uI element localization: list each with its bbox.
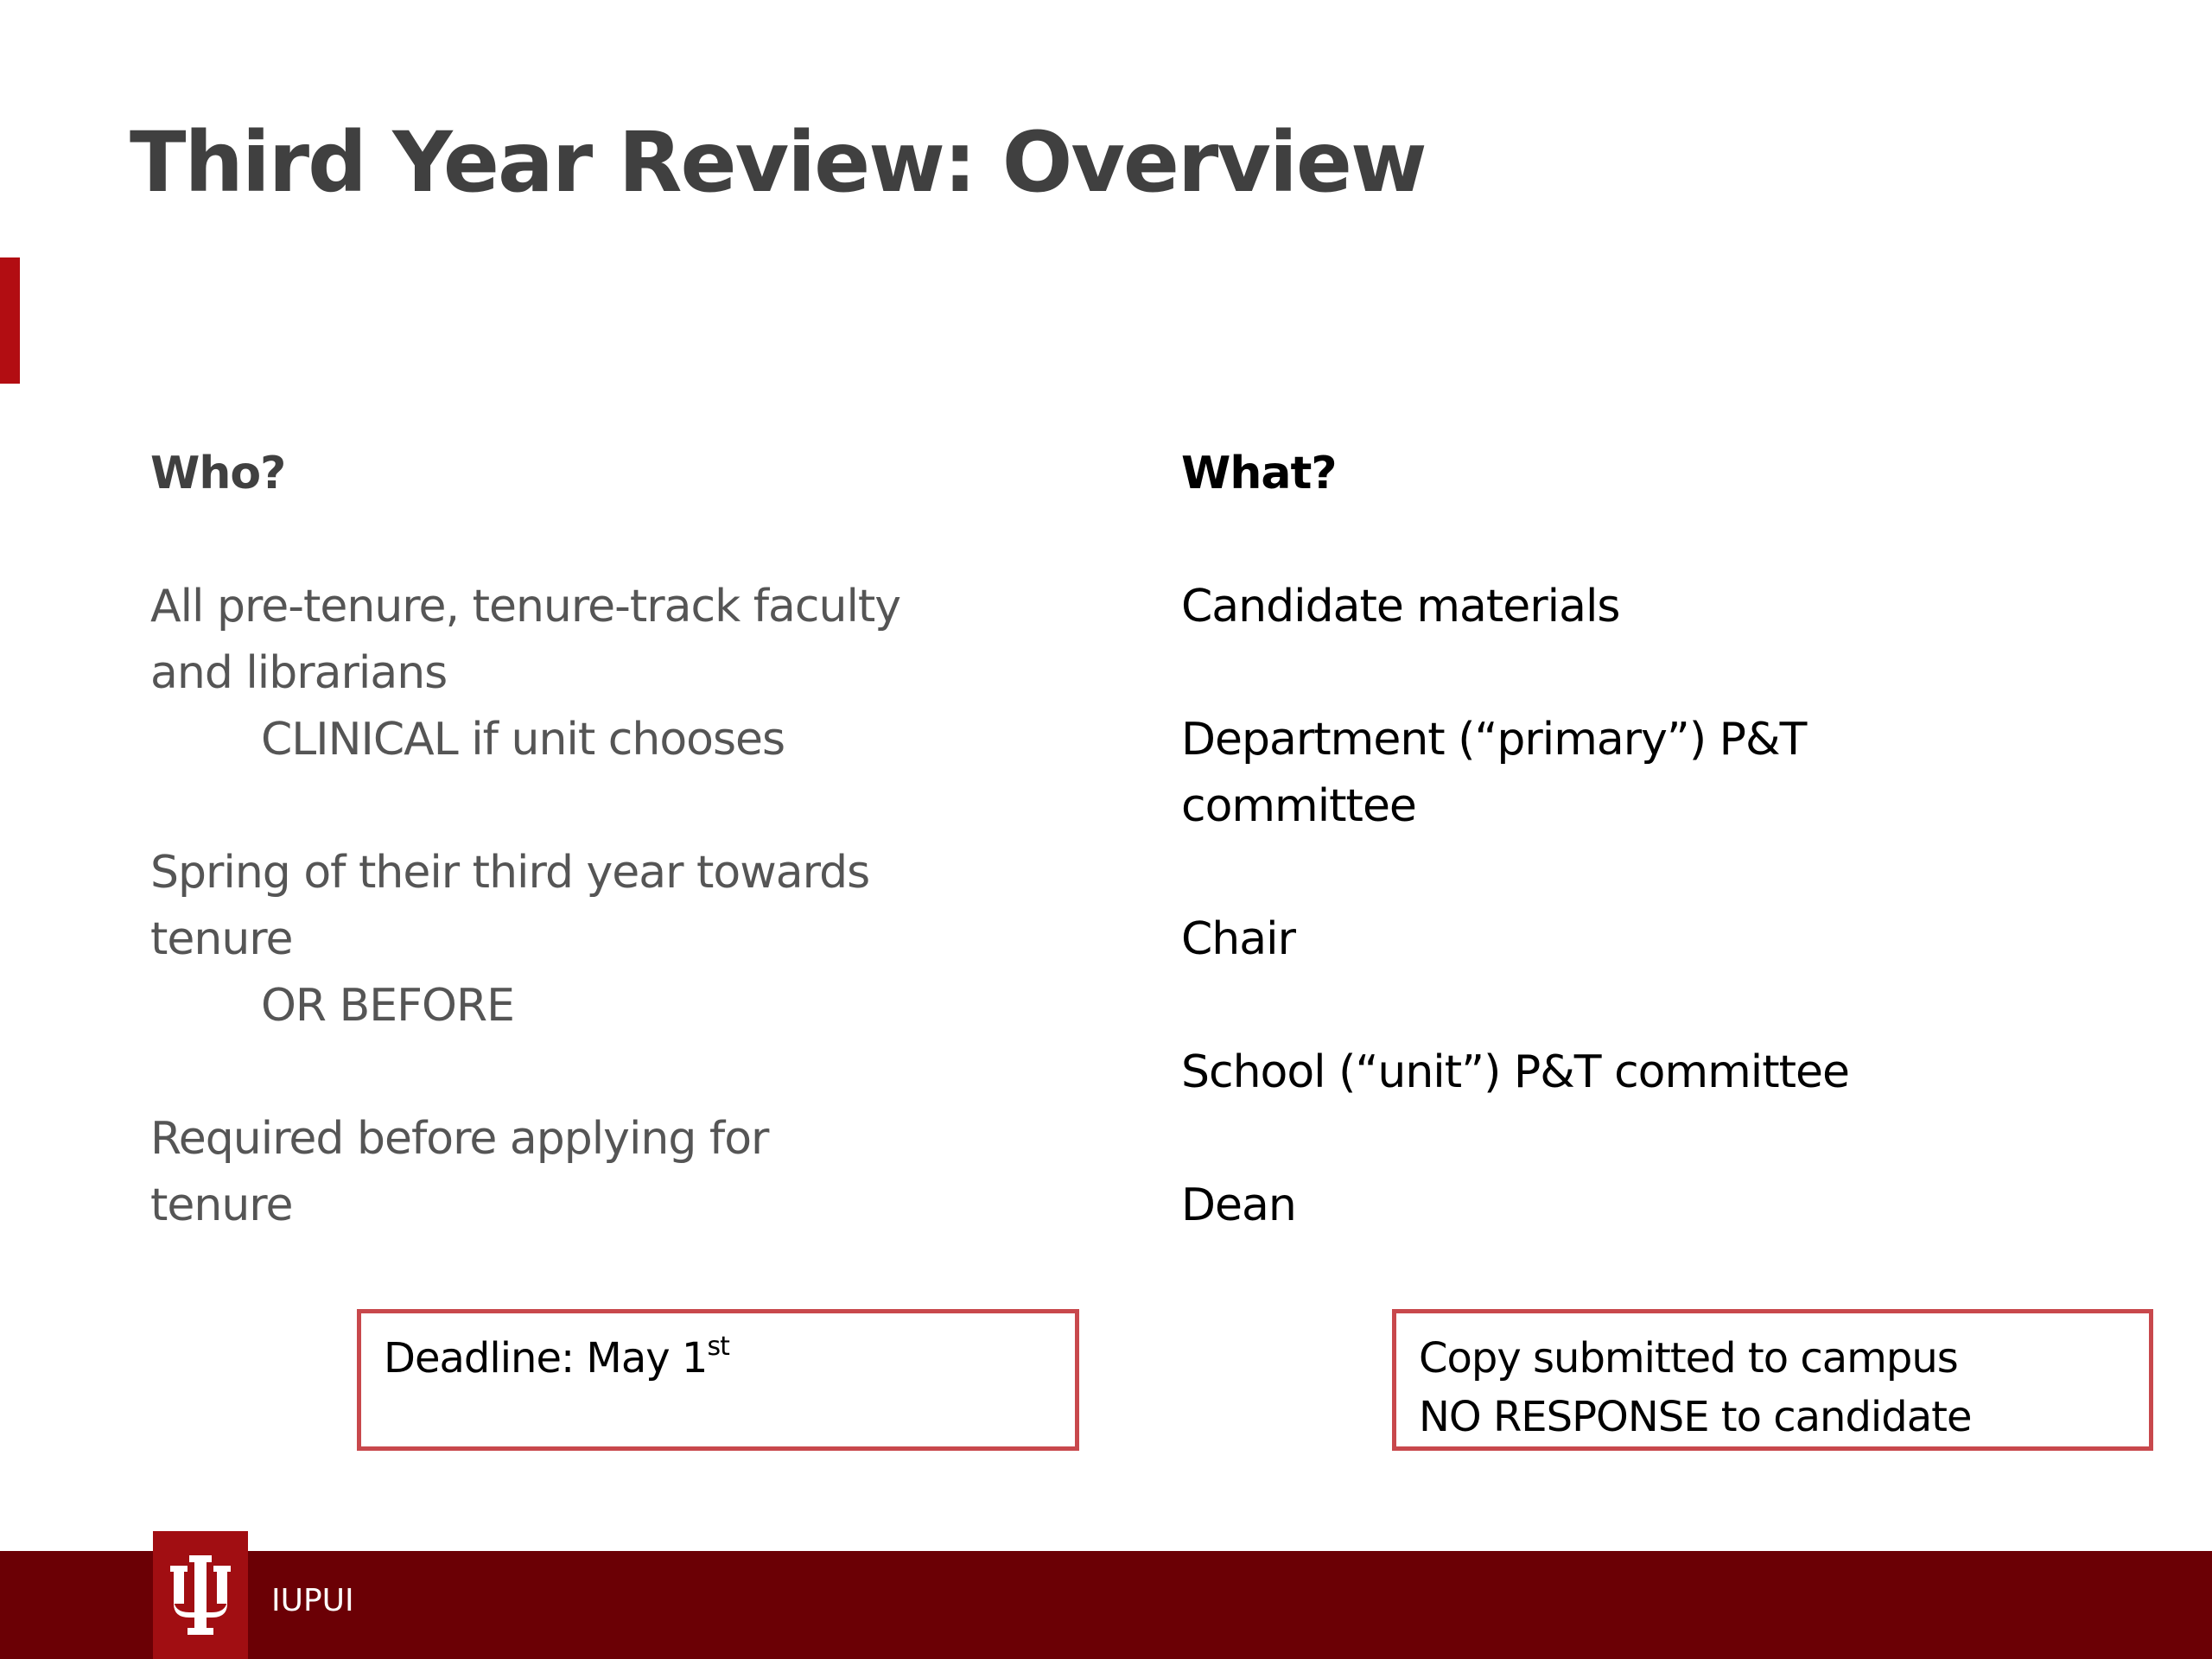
accent-bar (0, 257, 20, 384)
what-line: School (“unit”) P&T committee (1181, 1046, 1850, 1098)
what-line: Department (“primary”) P&T (1181, 714, 1807, 766)
what-line: Chair (1181, 913, 1295, 965)
copy-callout-line: Copy submitted to campus (1419, 1334, 1958, 1382)
what-line: Dean (1181, 1179, 1296, 1231)
who-subline: CLINICAL if unit chooses (261, 714, 785, 766)
slide-title: Third Year Review: Overview (130, 114, 1426, 211)
iu-logo (153, 1531, 248, 1659)
who-heading: Who? (150, 448, 286, 499)
what-line: Candidate materials (1181, 581, 1620, 632)
who-column (150, 441, 1032, 1239)
deadline-callout (357, 1309, 1079, 1451)
deadline-text: Deadline: May 1 (384, 1334, 708, 1382)
who-line: Spring of their third year towards (150, 847, 870, 899)
who-line: tenure (150, 913, 293, 965)
who-line: Required before applying for (150, 1113, 769, 1165)
org-name: IUPUI (271, 1583, 354, 1618)
who-line: All pre-tenure, tenure-track faculty (150, 581, 901, 632)
copy-callout-line: NO RESPONSE to candidate (1419, 1393, 1972, 1441)
what-line: committee (1181, 780, 1416, 832)
what-heading: What? (1181, 448, 1337, 499)
who-line: and librarians (150, 647, 448, 699)
copy-callout (1392, 1309, 2153, 1451)
deadline-ordinal-suffix: st (707, 1332, 729, 1362)
what-column (1181, 441, 2132, 1239)
who-subline: OR BEFORE (261, 980, 514, 1032)
who-line: tenure (150, 1179, 293, 1231)
iu-trident-logo-icon (168, 1555, 232, 1635)
